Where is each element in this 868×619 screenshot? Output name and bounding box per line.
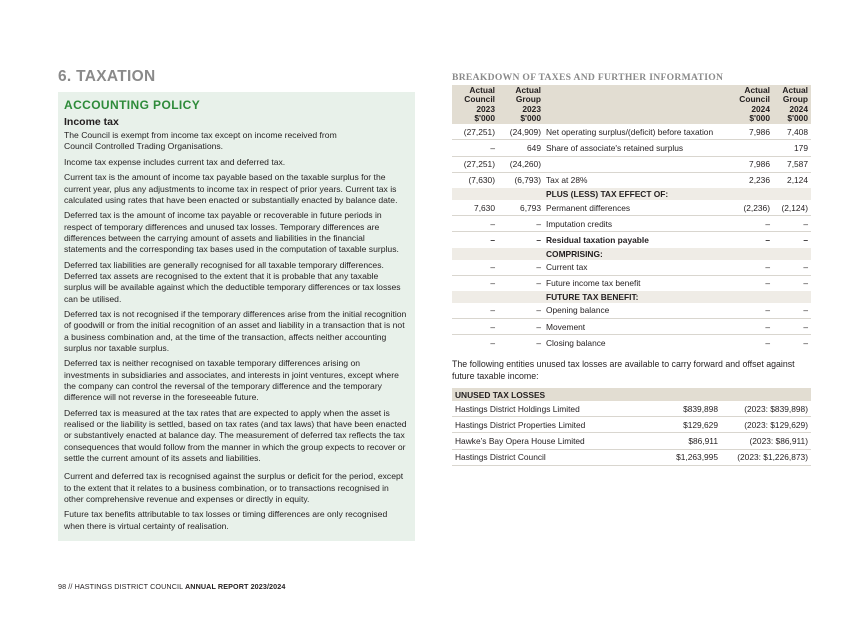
tax-breakdown-table (452, 85, 811, 350)
policy-paragraph-10: Future tax benefits attributable to tax losses or timing differences are only recognised when there is virtual certainty of realisation. (64, 509, 388, 531)
accounting-policy-box (58, 92, 415, 541)
policy-paragraph-4: Deferred tax is the amount of income tax payable or recoverable in future periods in respect of temporary differences and unused tax losses. Temporary differences are differences between the carrying amount of assets and liabilities in the financial statements and the corresponding tax bases used in the computation of taxable surplus. (64, 210, 399, 255)
policy-paragraph-7: Deferred tax is neither recognised on taxable temporary differences arising on investments in subsidiaries and associates, and interests in joint ventures, except where the company can control the reversal of the temporary difference and the temporary difference will not reverse in the foreseeable future. (64, 358, 399, 403)
table-row: – – Closing balance – – (490, 337, 808, 348)
policy-subheading: Income tax (64, 116, 119, 128)
policy-paragraph-2: Income tax expense includes current tax and deferred tax. (64, 156, 286, 167)
header-group-2024: Actual Group 2024 $'000 (773, 85, 811, 124)
table-row: Hastings District Holdings Limited $839,898 (2023: $839,898) (452, 401, 811, 417)
table-row: (27,251) (24,909) Net operating surplus/(deficit) before taxation 7,986 7,408 (452, 124, 811, 140)
table-row: 7,630 6,793 Permanent differences (2,236) (2,124) (452, 200, 811, 216)
table-row: Hastings District Properties Limited $129,629 (2023: $129,629) (452, 417, 811, 433)
table-section-row: COMPRISING: (452, 248, 811, 260)
header-group-2023: Actual Group 2023 $'000 (498, 85, 544, 124)
table-section-row: PLUS (LESS) TAX EFFECT OF: (452, 188, 811, 200)
header-label (544, 85, 723, 124)
footer-report-title: ANNUAL REPORT 2023/2024 (185, 582, 286, 591)
table-row: – – Current tax – – (452, 260, 811, 276)
policy-paragraph-6: Deferred tax is not recognised if the temporary differences arise from the initial recognition of goodwill or from the initial recognition of an asset and liability in a transaction that is not a business combination and, at the time of the transaction, affects neither accounting surplus nor taxable surplus. (64, 309, 407, 353)
table-row: – – Movement – – (452, 319, 811, 335)
policy-paragraph-8: Deferred tax is measured at the tax rates that are expected to apply when the asset is realised or the liability is settled, based on tax rates (and tax laws) that have been enacted or substantively enacted at balance day. The measurement of deferred tax reflects the tax consequences that would follow from the manner in which the group expects to recover or settle the current amount of its assets and liabilities. (64, 407, 407, 464)
page-footer (58, 582, 285, 591)
table-row: Hawke’s Bay Opera House Limited $86,911 (2023: $86,911) (452, 433, 811, 449)
header-council-2024: Actual Council 2024 $'000 (723, 85, 773, 124)
policy-paragraph-9: Current and deferred tax is recognised against the surplus or deficit for the period, except to the extent that it relates to a business combination, or to transactions recognised in other comprehensive revenue and expenses or directly in equity. (64, 471, 404, 504)
footer-prefix: 98 // HASTINGS DISTRICT COUNCIL (58, 582, 186, 591)
unused-tax-losses-table (452, 388, 811, 466)
table-row: – – Imputation credits – – (452, 216, 811, 232)
policy-paragraph-1-line-1: The Council is exempt from income tax except on income received from (64, 130, 337, 140)
table-row: – – Future income tax benefit – – (490, 278, 808, 289)
policy-paragraph-1-line-2: Council Controlled Trading Organisations. (64, 141, 224, 152)
breakdown-title: BREAKDOWN OF TAXES AND FURTHER INFORMATION (452, 72, 724, 83)
tax-table-header-row (452, 85, 811, 124)
section-title: 6. TAXATION (58, 68, 156, 85)
table-row: (7,630) (6,793) Tax at 28% 2,236 2,124 (468, 175, 808, 186)
policy-heading: ACCOUNTING POLICY (64, 98, 201, 112)
table-row: (27,251) (24,260) 7,986 7,587 (452, 156, 811, 172)
carry-forward-text: The following entities unused tax losses are available to carry forward and offset against future taxable income: (452, 359, 795, 381)
policy-paragraph-1 (64, 130, 408, 153)
losses-header-row (452, 388, 811, 401)
table-section-row: FUTURE TAX BENEFIT: (452, 291, 811, 303)
table-row: – – Opening balance – – (452, 303, 811, 319)
policy-paragraph-5: Deferred tax liabilities are generally recognised for all taxable temporary differences. Deferred tax assets are recognised to the extent that it is probable that any taxable surplus will be available against which the deductible temporary differences or tax losses can be utilised. (64, 259, 401, 304)
policy-paragraph-3: Current tax is the amount of income tax payable based on the taxable surplus for the current year, plus any adjustments to income tax in respect of prior years. Current tax is calculated using rates that have been enacted or substantially enacted by balance date. (64, 172, 398, 205)
table-row: – 649 Share of associate's retained surplus 179 (452, 140, 811, 156)
losses-header: UNUSED TAX LOSSES (452, 388, 811, 401)
header-council-2023: Actual Council 2023 $'000 (452, 85, 498, 124)
table-row: Hastings District Council $1,263,995 (2023: $1,226,873) (452, 449, 811, 465)
table-row: – – Residual taxation payable – – (490, 234, 808, 245)
